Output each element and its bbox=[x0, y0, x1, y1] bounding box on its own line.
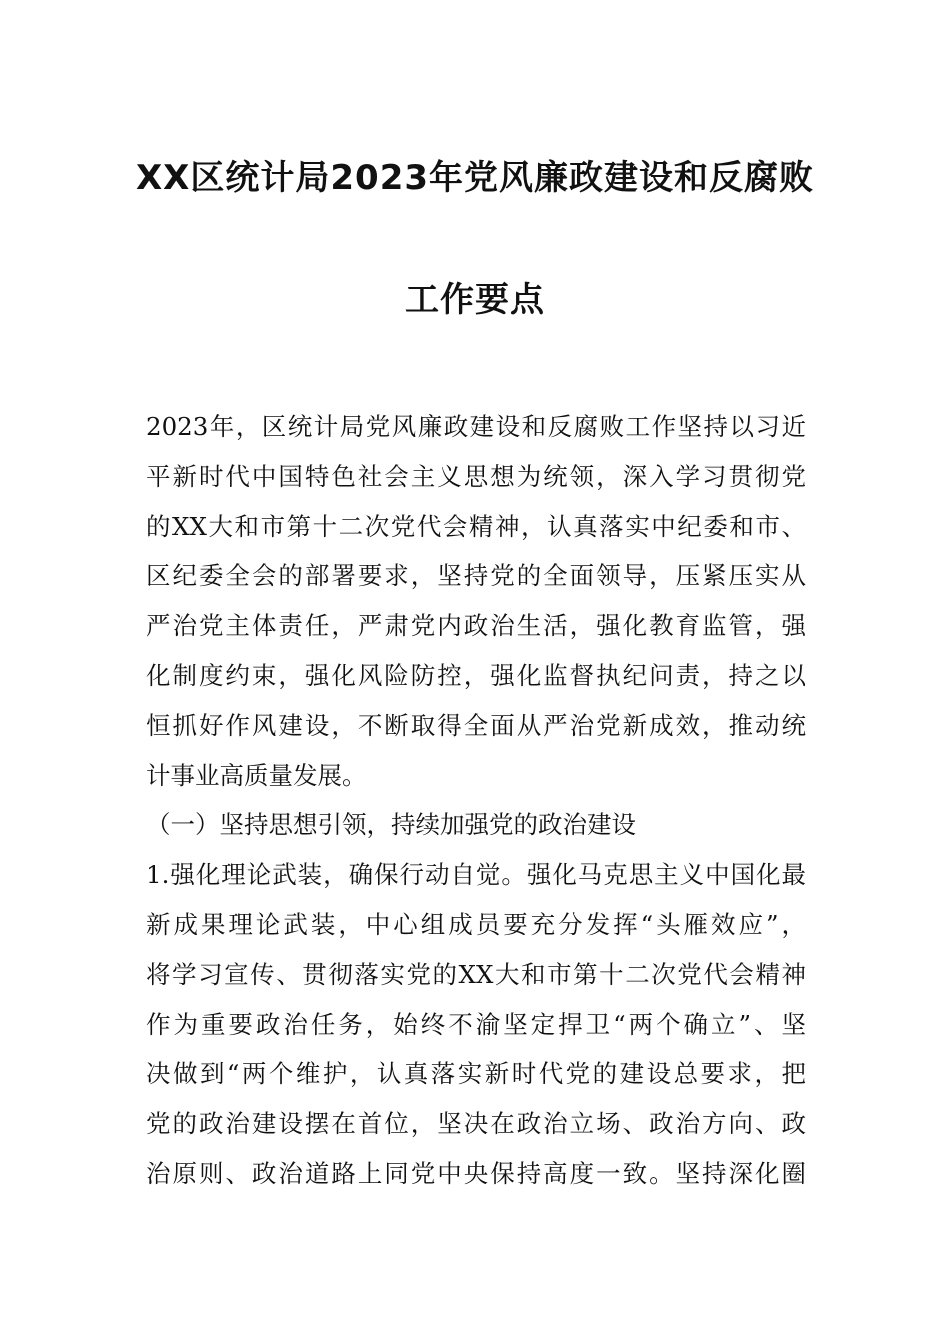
document-body bbox=[146, 402, 806, 1199]
item-1-paragraph bbox=[146, 850, 806, 1199]
item-1-line: 1.强化理论武装，确保行动自觉。强化马克思主义中国化最 bbox=[146, 860, 806, 890]
intro-line: 区纪委全会的部署要求，坚持党的全面领导，压紧压实从 bbox=[146, 561, 806, 591]
intro-line: 的XX大和市第十二次党代会精神，认真落实中纪委和市、 bbox=[146, 511, 806, 541]
intro-paragraph bbox=[146, 402, 806, 800]
item-1-line: 作为重要政治任务，始终不渝坚定捍卫“两个确立”、坚 bbox=[146, 1009, 806, 1039]
intro-line: 平新时代中国特色社会主义思想为统领，深入学习贯彻党 bbox=[146, 461, 806, 491]
intro-line: 计事业高质量发展。 bbox=[146, 760, 367, 790]
item-1-line: 治原则、政治道路上同党中央保持高度一致。坚持深化圈 bbox=[146, 1158, 806, 1188]
document-title-line-1: XX区统计局2023年党风廉政建设和反腐败 bbox=[135, 158, 815, 198]
item-1-line: 将学习宣传、贯彻落实党的XX大和市第十二次党代会精神 bbox=[146, 959, 806, 989]
intro-line: 恒抓好作风建设，不断取得全面从严治党新成效，推动统 bbox=[146, 710, 806, 740]
item-1-line: 决做到“两个维护，认真落实新时代党的建设总要求，把 bbox=[146, 1059, 806, 1089]
section-heading bbox=[146, 800, 806, 850]
item-1-line: 新成果理论武装，中心组成员要充分发挥“头雁效应”， bbox=[146, 909, 806, 939]
item-1-line: 党的政治建设摆在首位，坚决在政治立场、政治方向、政 bbox=[146, 1109, 806, 1139]
intro-line: 严治党主体责任，严肃党内政治生活，强化教育监管，强 bbox=[146, 611, 806, 641]
document-title-line-2: 工作要点 bbox=[405, 280, 545, 320]
intro-line: 2023年，区统计局党风廉政建设和反腐败工作坚持以习近 bbox=[146, 412, 806, 441]
intro-line: 化制度约束，强化风险防控，强化监督执纪问责，持之以 bbox=[146, 660, 806, 690]
section-heading-text: （一）坚持思想引领，持续加强党的政治建设 bbox=[146, 810, 636, 840]
